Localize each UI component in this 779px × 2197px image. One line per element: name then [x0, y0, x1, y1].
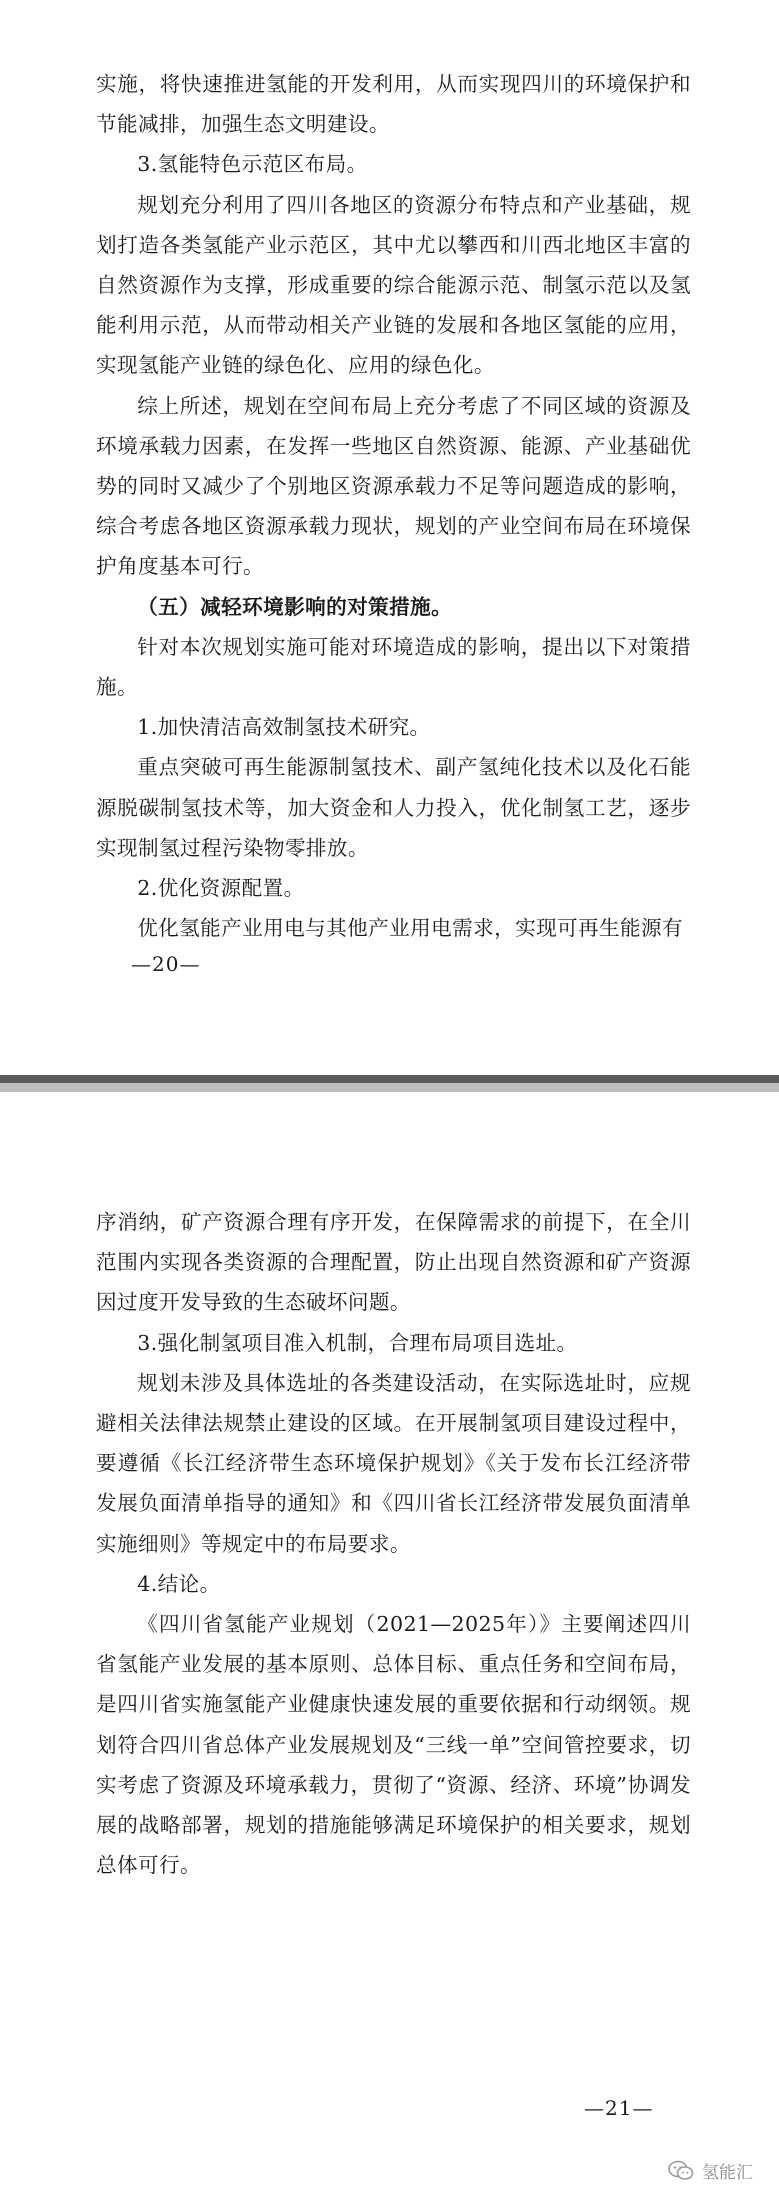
page-body [96, 1202, 691, 1885]
section-heading: 3.氢能特色示范区布局。 [137, 152, 368, 177]
paragraph: 实施，将快速推进氢能的开发利用，从而实现四川的环境保护和节能减排，加强生态文明建设。 [96, 72, 691, 137]
page-body [96, 64, 691, 948]
section-heading: 3.强化制氢项目准入机制，合理布局项目选址。 [137, 1330, 578, 1355]
section-heading: 2.优化资源配置。 [137, 876, 305, 901]
section-heading: 4.结论。 [137, 1571, 221, 1596]
section-heading: 1.加快清洁高效制氢技术研究。 [137, 715, 431, 740]
section-heading: （五）减轻环境影响的对策措施。 [137, 594, 453, 619]
paragraph: 序消纳，矿产资源合理有序开发，在保障需求的前提下，在全川范围内实现各类资源的合理配置，防止出现自然资源和矿产资源因过度开发导致的生态破坏问题。 [96, 1210, 691, 1315]
paragraph: 针对本次规划实施可能对环境造成的影响，提出以下对策措施。 [96, 634, 691, 700]
page-number: —21— [584, 2096, 654, 2120]
document-page-21 [0, 1092, 779, 2197]
watermark-text: 氢能汇 [702, 2163, 753, 2183]
paragraph: 优化氢能产业用电与其他产业用电需求，实现可再生能源有 [137, 916, 684, 941]
paragraph: 规划充分利用了四川各地区的资源分布特点和产业基础，规划打造各类氢能产业示范区，其中尤以攀西和川西北地区丰富的自然资源作为支撑，形成重要的综合能源示范、制氢示范以及氢能利用示范，从而带动相关产业链的发展和各地区氢能的应用，实现氢能产业链的绿色化、应用的绿色化。 [96, 192, 691, 378]
paragraph: 重点突破可再生能源制氢技术、副产氢纯化技术以及化石能源脱碳制氢技术等，加大资金和人力投入，优化制氢工艺，逐步实现制氢过程污染物零排放。 [96, 755, 691, 860]
page-separator [0, 1075, 779, 1092]
page-number: —20— [131, 952, 201, 976]
wechat-icon [668, 2160, 694, 2182]
paragraph: 综上所述，规划在空间布局上充分考虑了不同区域的资源及环境承载力因素，在发挥一些地区自然资源、能源、产业基础优势的同时又减少了个别地区资源承载力不足等问题造成的影响，综合考虑各地区资源承载力现状，规划的产业空间布局在环境保护角度基本可行。 [96, 393, 691, 579]
watermark [668, 2158, 753, 2183]
paragraph: 《四川省氢能产业规划（2021—2025年）》主要阐述四川省氢能产业发展的基本原则、总体目标、重点任务和空间布局，是四川省实施氢能产业健康快速发展的重要依据和行动纲领。规划符合四川省总体产业发展规划及“三线一单”空间管控要求，切实考虑了资源及环境承载力，贯彻了“资源、经济、环境”协调发展的战略部署，规划的措施能够满足环境保护的相关要求，规划总体可行。 [96, 1612, 691, 1878]
paragraph: 规划未涉及具体选址的各类建设活动，在实际选址时，应规避相关法律法规禁止建设的区域。在开展制氢项目建设过程中，要遵循《长江经济带生态环境保护规划》《关于发布长江经济带发展负面清单指导的通知》和《四川省长江经济带发展负面清单实施细则》等规定中的布局要求。 [96, 1370, 691, 1556]
document-page-20 [0, 0, 779, 1075]
